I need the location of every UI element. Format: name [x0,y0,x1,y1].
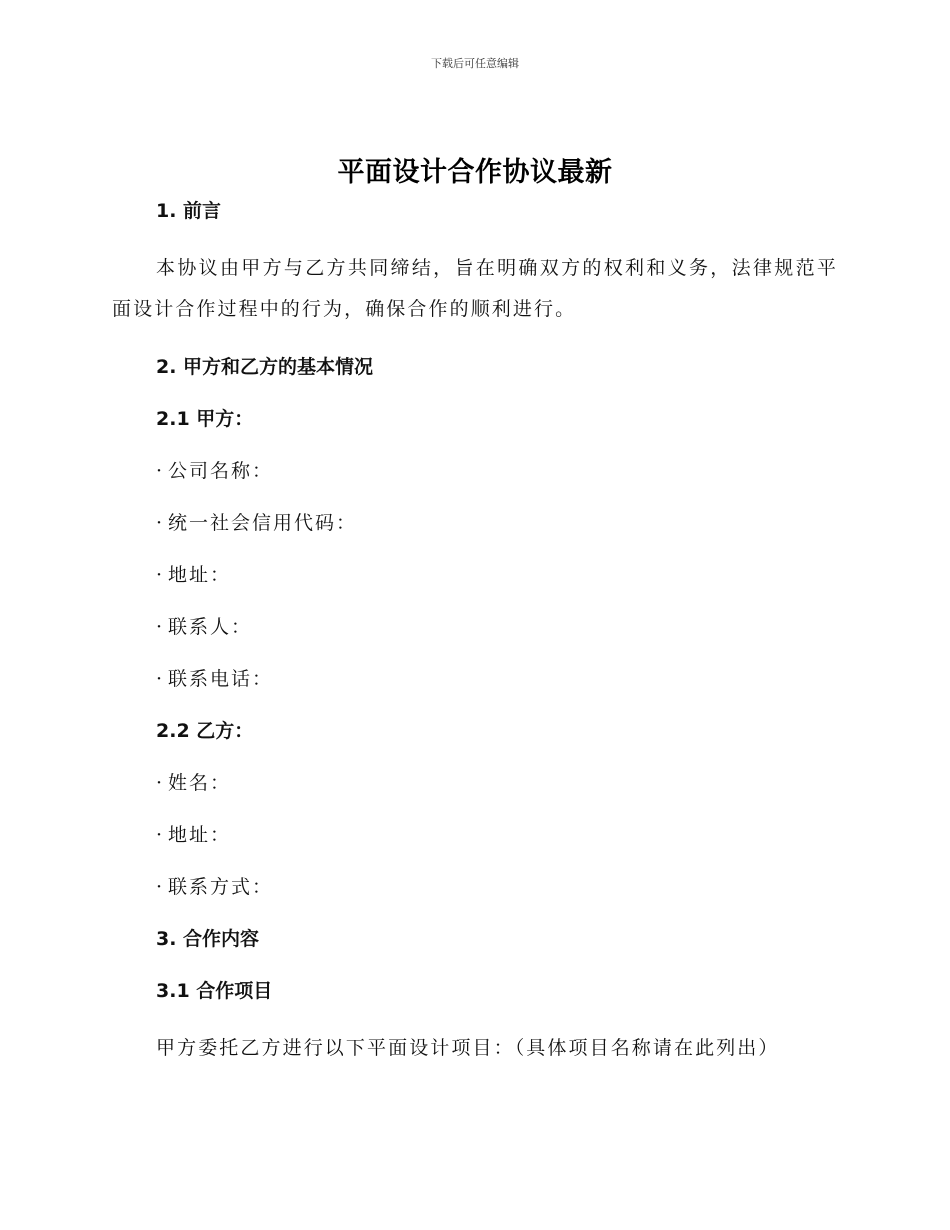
section-heading-cooperation: 3. 合作内容 [156,928,260,950]
bullet-icon: · [156,564,165,586]
list-item [156,664,838,694]
section-heading-preface: 1. 前言 [156,200,222,222]
field-label: 联系人： [168,616,253,638]
field-label: 联系方式： [168,876,274,898]
list-item [156,508,838,538]
field-label: 公司名称： [168,460,274,482]
document-title: 平面设计合作协议最新 [337,157,613,188]
preface-paragraph: 本协议由甲方与乙方共同缔结，旨在明确双方的权利和义务，法律规范平面设计合作过程中的行为，确保合作的顺利进行。 [112,257,838,320]
header-note: 下载后可任意编辑 [431,57,519,70]
bullet-icon: · [156,668,165,690]
bullet-icon: · [156,460,165,482]
list-item [156,872,838,902]
list-item [156,768,838,798]
subsection-heading-party-b: 2.2 乙方： [156,720,254,742]
list-item [156,456,838,486]
field-label: 姓名： [168,772,232,794]
project-paragraph: 甲方委托乙方进行以下平面设计项目：（具体项目名称请在此列出） [156,1037,780,1059]
subsection-heading-project: 3.1 合作项目 [156,980,273,1002]
bullet-icon: · [156,512,165,534]
bullet-icon: · [156,824,165,846]
bullet-icon: · [156,876,165,898]
field-label: 地址： [168,824,232,846]
list-item [156,820,838,850]
bullet-icon: · [156,616,165,638]
field-label: 联系电话： [168,668,274,690]
list-item [156,560,838,590]
subsection-heading-party-a: 2.1 甲方： [156,408,254,430]
bullet-icon: · [156,772,165,794]
list-item [156,612,838,642]
document-body [112,196,838,1091]
field-label: 统一社会信用代码： [168,512,358,534]
field-label: 地址： [168,564,232,586]
section-heading-basic-info: 2. 甲方和乙方的基本情况 [156,356,374,378]
